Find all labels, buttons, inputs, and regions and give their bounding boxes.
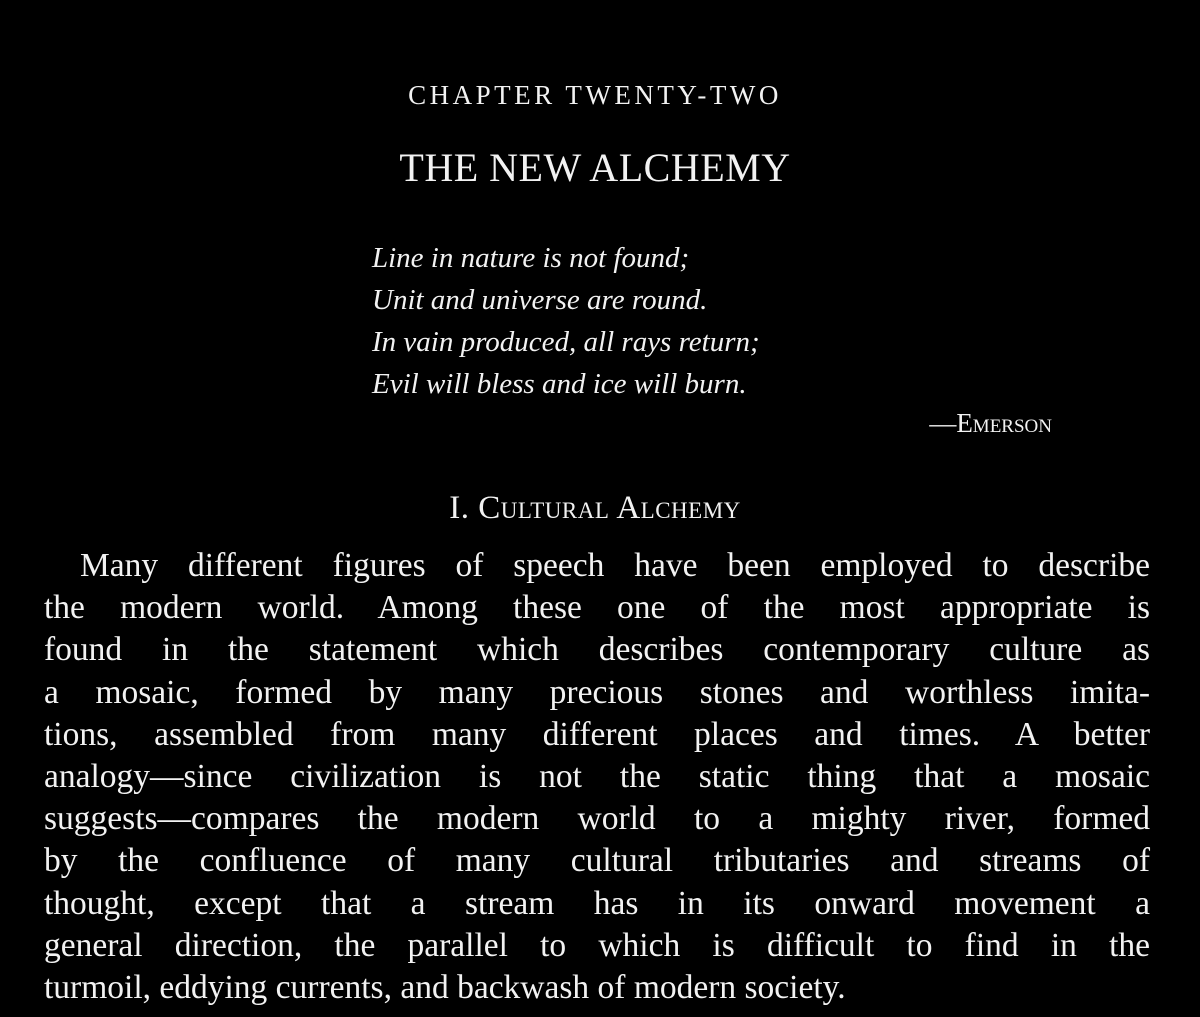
epigraph-line: In vain produced, all rays return;: [372, 326, 760, 358]
epigraph-line: Evil will bless and ice will burn.: [372, 368, 747, 400]
paragraph-line: a mosaic, formed by many precious stones and worthless imita-: [44, 673, 1150, 711]
chapter-label: CHAPTER TWENTY-TWO: [408, 80, 782, 110]
chapter-title: THE NEW ALCHEMY: [399, 145, 791, 190]
paragraph-line: tions, assembled from many different places and times. A better: [44, 715, 1150, 753]
body-paragraph: [44, 545, 1150, 1009]
paragraph-line: turmoil, eddying currents, and backwash of modern society.: [44, 969, 846, 1007]
epigraph: [372, 237, 1072, 405]
paragraph-line: general direction, the parallel to which is difficult to find in the: [44, 926, 1150, 964]
paragraph-line: suggests—compares the modern world to a mighty river, formed: [44, 800, 1150, 838]
paragraph-line: by the confluence of many cultural tributaries and streams of: [44, 842, 1150, 880]
paragraph-line: Many different figures of speech have been employed to describe: [80, 547, 1150, 584]
epigraph-line: Line in nature is not found;: [372, 242, 690, 274]
epigraph-attribution: —Emerson: [929, 408, 1052, 438]
epigraph-line: Unit and universe are round.: [372, 284, 708, 316]
paragraph-line: thought, except that a stream has in its onward movement a: [44, 884, 1150, 922]
paragraph-line: the modern world. Among these one of the most appropriate is: [44, 589, 1150, 627]
paragraph-line: found in the statement which describes contemporary culture as: [44, 631, 1150, 669]
paragraph-line: analogy—since civilization is not the static thing that a mosaic: [44, 758, 1150, 796]
section-heading: I. Cultural Alchemy: [449, 490, 741, 526]
